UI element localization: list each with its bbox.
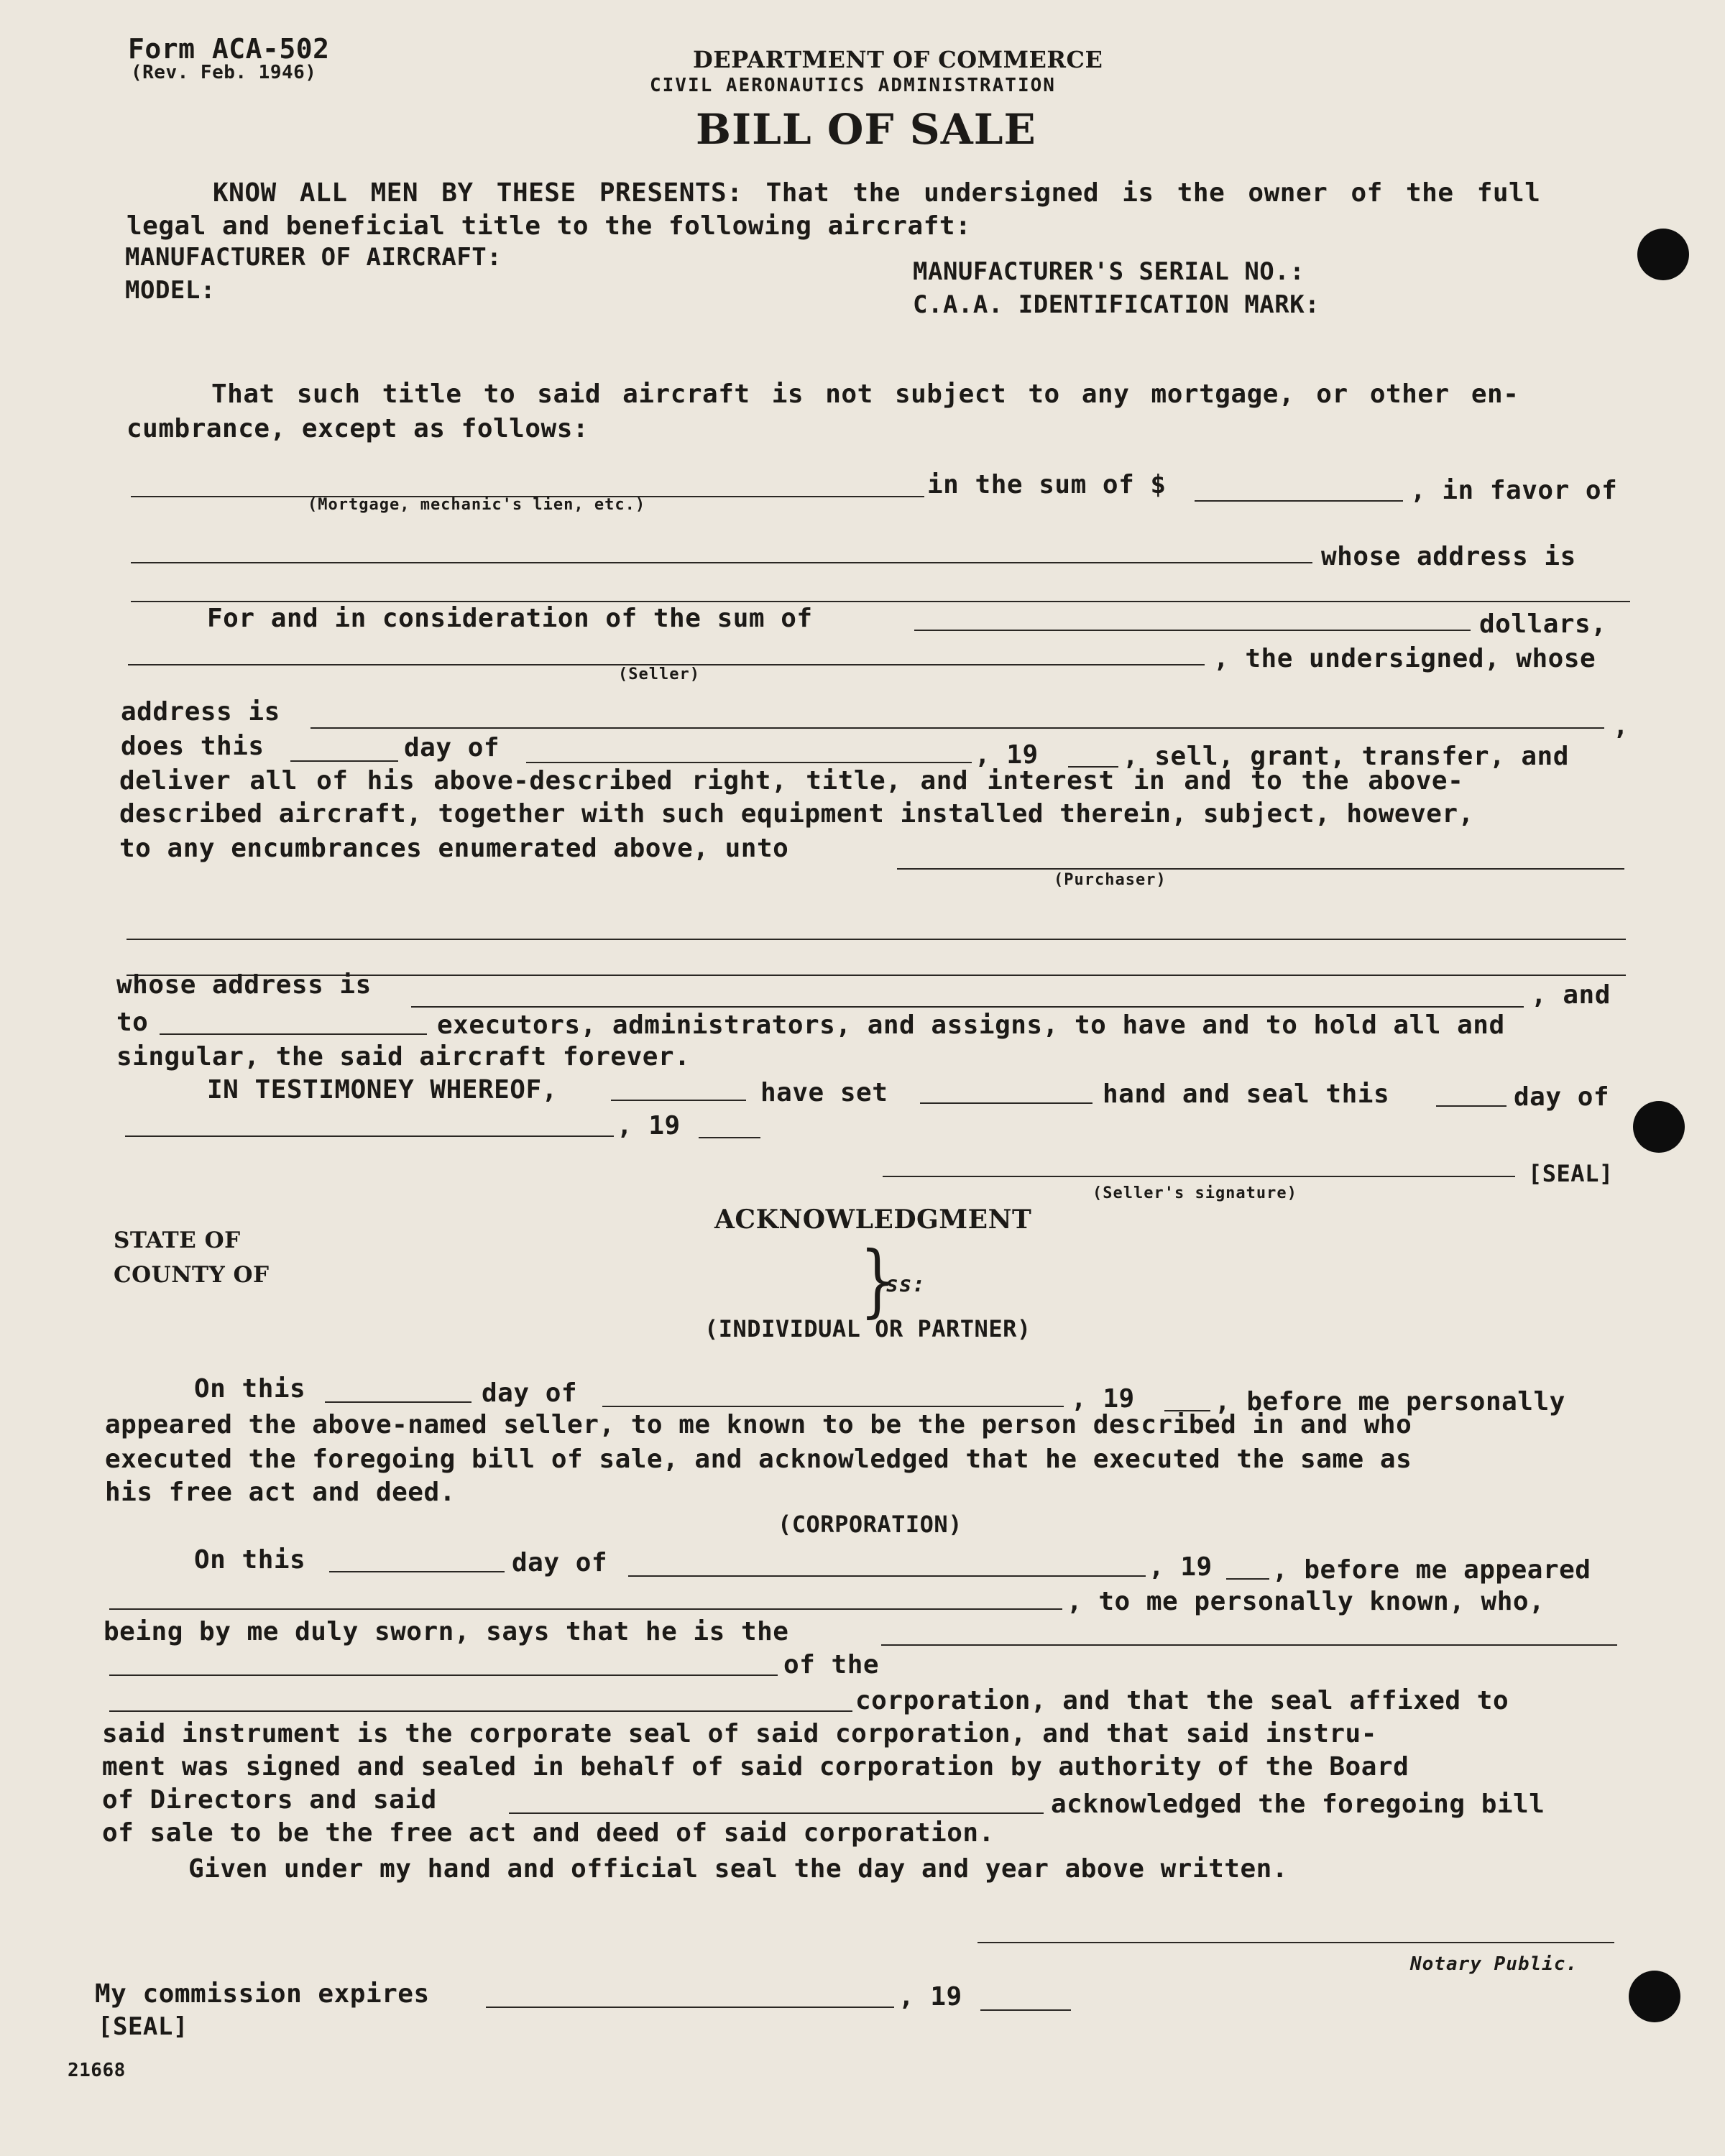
seller-signature-line[interactable]: [883, 1176, 1515, 1177]
sell-grant-label: , sell, grant, transfer, and: [1123, 742, 1569, 771]
seller-signature-caption: (Seller's signature): [1092, 1184, 1297, 1202]
testimony-month-line[interactable]: [125, 1135, 614, 1137]
encumbrance-address-line[interactable]: [131, 601, 1630, 602]
corp-on-this-label: On this: [194, 1545, 306, 1575]
corp-year-prefix: , 19: [1149, 1552, 1213, 1582]
testimony-day-line[interactable]: [1436, 1105, 1506, 1107]
sale-day-of-label: day of: [404, 733, 500, 763]
commission-year-line[interactable]: [980, 2009, 1071, 2011]
corp-known-label: , to me personally known, who,: [1067, 1587, 1545, 1616]
punch-hole-middle: [1633, 1101, 1685, 1153]
corp-title-line-2[interactable]: [109, 1674, 778, 1676]
testimony-who-line[interactable]: [611, 1100, 746, 1101]
ind-day-line[interactable]: [325, 1401, 472, 1403]
corp-corporation-label: corporation, and that the seal affixed to: [855, 1686, 1509, 1715]
punch-hole-bottom: [1629, 1971, 1680, 2022]
seller-seal-label: [SEAL]: [1528, 1160, 1614, 1187]
corp-day-of-label: day of: [512, 1548, 608, 1577]
corp-name-line[interactable]: [109, 1710, 852, 1712]
state-of-label: STATE OF: [114, 1227, 241, 1253]
in-sum-of-label: in the sum of $: [927, 470, 1167, 499]
corp-line-6: ment was signed and sealed in behalf of said corporation by authority of the Board: [102, 1752, 1409, 1782]
mortgage-caption: (Mortgage, mechanic's lien, etc.): [308, 496, 646, 514]
manufacturer-label: MANUFACTURER OF AIRCRAFT:: [125, 243, 502, 272]
commission-expires-label: My commission expires: [95, 1979, 430, 2009]
ind-on-this-label: On this: [194, 1374, 306, 1404]
purchaser-address-label: whose address is: [116, 970, 372, 1000]
ind-line-2: appeared the above-named seller, to me known to be the person described in and who: [105, 1410, 1412, 1439]
testimony-year-line[interactable]: [699, 1137, 760, 1138]
intro-line-2: legal and beneficial title to the following aircraft:: [126, 211, 972, 241]
whose-address-label: whose address is: [1321, 542, 1576, 571]
ss-label: ss:: [886, 1272, 926, 1297]
sale-year-prefix: , 19: [975, 740, 1039, 770]
deliver-line: deliver all of his above-described right, title, and interest in and to the above-: [119, 766, 1464, 796]
identification-mark-label: C.A.A. IDENTIFICATION MARK:: [913, 290, 1320, 319]
testimony-day-of-label: day of: [1514, 1082, 1610, 1112]
notary-seal-label: [SEAL]: [98, 2012, 188, 2041]
consideration-label: For and in consideration of the sum of: [207, 604, 813, 633]
ind-before-me-label: , before me personally: [1215, 1387, 1565, 1416]
corp-before-me-label: , before me appeared: [1272, 1555, 1591, 1585]
testimony-whose-line[interactable]: [920, 1102, 1092, 1104]
ind-day-of-label: day of: [482, 1378, 578, 1408]
described-line: described aircraft, together with such equipment installed therein, subject, however,: [119, 799, 1474, 829]
ss-brace: }: [860, 1234, 896, 1326]
ind-line-4: his free act and deed.: [105, 1478, 456, 1507]
sale-day-line[interactable]: [290, 760, 398, 762]
corp-officer-name-line[interactable]: [109, 1608, 1062, 1610]
commission-year-prefix: , 19: [898, 1982, 962, 2012]
notary-caption: Notary Public.: [1410, 1953, 1578, 1975]
to-any-line: to any encumbrances enumerated above, unto: [119, 834, 789, 863]
corporation-heading: (CORPORATION): [778, 1511, 962, 1538]
testimony-year-prefix: , 19: [617, 1111, 681, 1141]
consideration-amount-line[interactable]: [914, 630, 1471, 631]
corp-sworn-label: being by me duly sworn, says that he is the: [104, 1617, 789, 1646]
corp-day-line[interactable]: [329, 1571, 505, 1572]
corp-directors-name-line[interactable]: [509, 1812, 1044, 1814]
form-number: Form ACA-502: [128, 33, 330, 65]
in-favor-of-label: , in favor of: [1410, 476, 1618, 505]
footer-code: 21668: [68, 2060, 126, 2081]
undersigned-label: , the undersigned, whose: [1213, 644, 1596, 673]
encumbrance-line-2: cumbrance, except as follows:: [126, 414, 589, 443]
corp-year-line[interactable]: [1226, 1578, 1269, 1580]
model-label: MODEL:: [125, 276, 216, 305]
and-label: , and: [1531, 980, 1611, 1010]
singular-line: singular, the said aircraft forever.: [116, 1042, 691, 1072]
corp-acknowledged-label: acknowledged the foregoing bill: [1051, 1789, 1545, 1819]
seller-address-line[interactable]: [310, 727, 1604, 729]
corp-line-5: said instrument is the corporate seal of said corporation, and that said instru-: [102, 1719, 1377, 1749]
notary-signature-line[interactable]: [978, 1942, 1614, 1943]
sale-month-line[interactable]: [526, 762, 972, 763]
purchaser-caption: (Purchaser): [1054, 871, 1167, 889]
have-set-label: have set: [760, 1078, 888, 1107]
encumbrance-line-1: That such title to said aircraft is not subject to any mortgage, or other en-: [211, 379, 1519, 409]
county-of-label: COUNTY OF: [114, 1262, 270, 1288]
punch-hole-top: [1637, 229, 1689, 280]
testimoney-label: IN TESTIMONEY WHEREOF,: [207, 1075, 558, 1105]
document-title: BILL OF SALE: [696, 105, 1036, 154]
executors-text: executors, administrators, and assigns, to have and to hold all and: [437, 1010, 1505, 1040]
seller-caption: (Seller): [618, 665, 700, 683]
form-revision: (Rev. Feb. 1946): [131, 62, 317, 83]
individual-heading: (INDIVIDUAL OR PARTNER): [704, 1315, 1031, 1342]
to-label: to: [116, 1008, 149, 1037]
address-comma: ,: [1613, 711, 1629, 741]
department-name: DEPARTMENT OF COMMERCE: [693, 46, 1103, 73]
ind-month-line[interactable]: [602, 1406, 1064, 1407]
does-this-label: does this: [121, 732, 264, 761]
ind-year-prefix: , 19: [1071, 1384, 1135, 1414]
given-under-line: Given under my hand and official seal the day and year above written.: [188, 1854, 1288, 1884]
corp-title-line[interactable]: [881, 1644, 1617, 1646]
address-is-label: address is: [121, 697, 280, 727]
in-favor-of-line[interactable]: [131, 562, 1312, 563]
ind-line-3: executed the foregoing bill of sale, and acknowledged that he executed the same as: [105, 1445, 1412, 1474]
purchaser-name-line[interactable]: [897, 868, 1624, 870]
mortgage-sum-line[interactable]: [1195, 500, 1403, 502]
corp-line-8: of sale to be the free act and deed of said corporation.: [102, 1818, 995, 1848]
purchaser-line-2[interactable]: [126, 939, 1626, 940]
hand-seal-label: hand and seal this: [1103, 1079, 1390, 1109]
purchaser-address-line[interactable]: [411, 1006, 1524, 1008]
corp-of-the-label: of the: [783, 1650, 880, 1680]
corp-directors-label: of Directors and said: [102, 1785, 437, 1815]
intro-line-1: KNOW ALL MEN BY THESE PRESENTS: That the undersigned is the owner of the full: [213, 178, 1541, 208]
serial-number-label: MANUFACTURER'S SERIAL NO.:: [913, 257, 1305, 286]
commission-date-line[interactable]: [486, 2007, 894, 2008]
acknowledgment-heading: ACKNOWLEDGMENT: [714, 1204, 1032, 1235]
corp-month-line[interactable]: [628, 1575, 1146, 1577]
executors-line[interactable]: [160, 1033, 427, 1035]
administration-name: CIVIL AERONAUTICS ADMINISTRATION: [650, 75, 1056, 96]
dollars-label: dollars,: [1479, 609, 1607, 639]
